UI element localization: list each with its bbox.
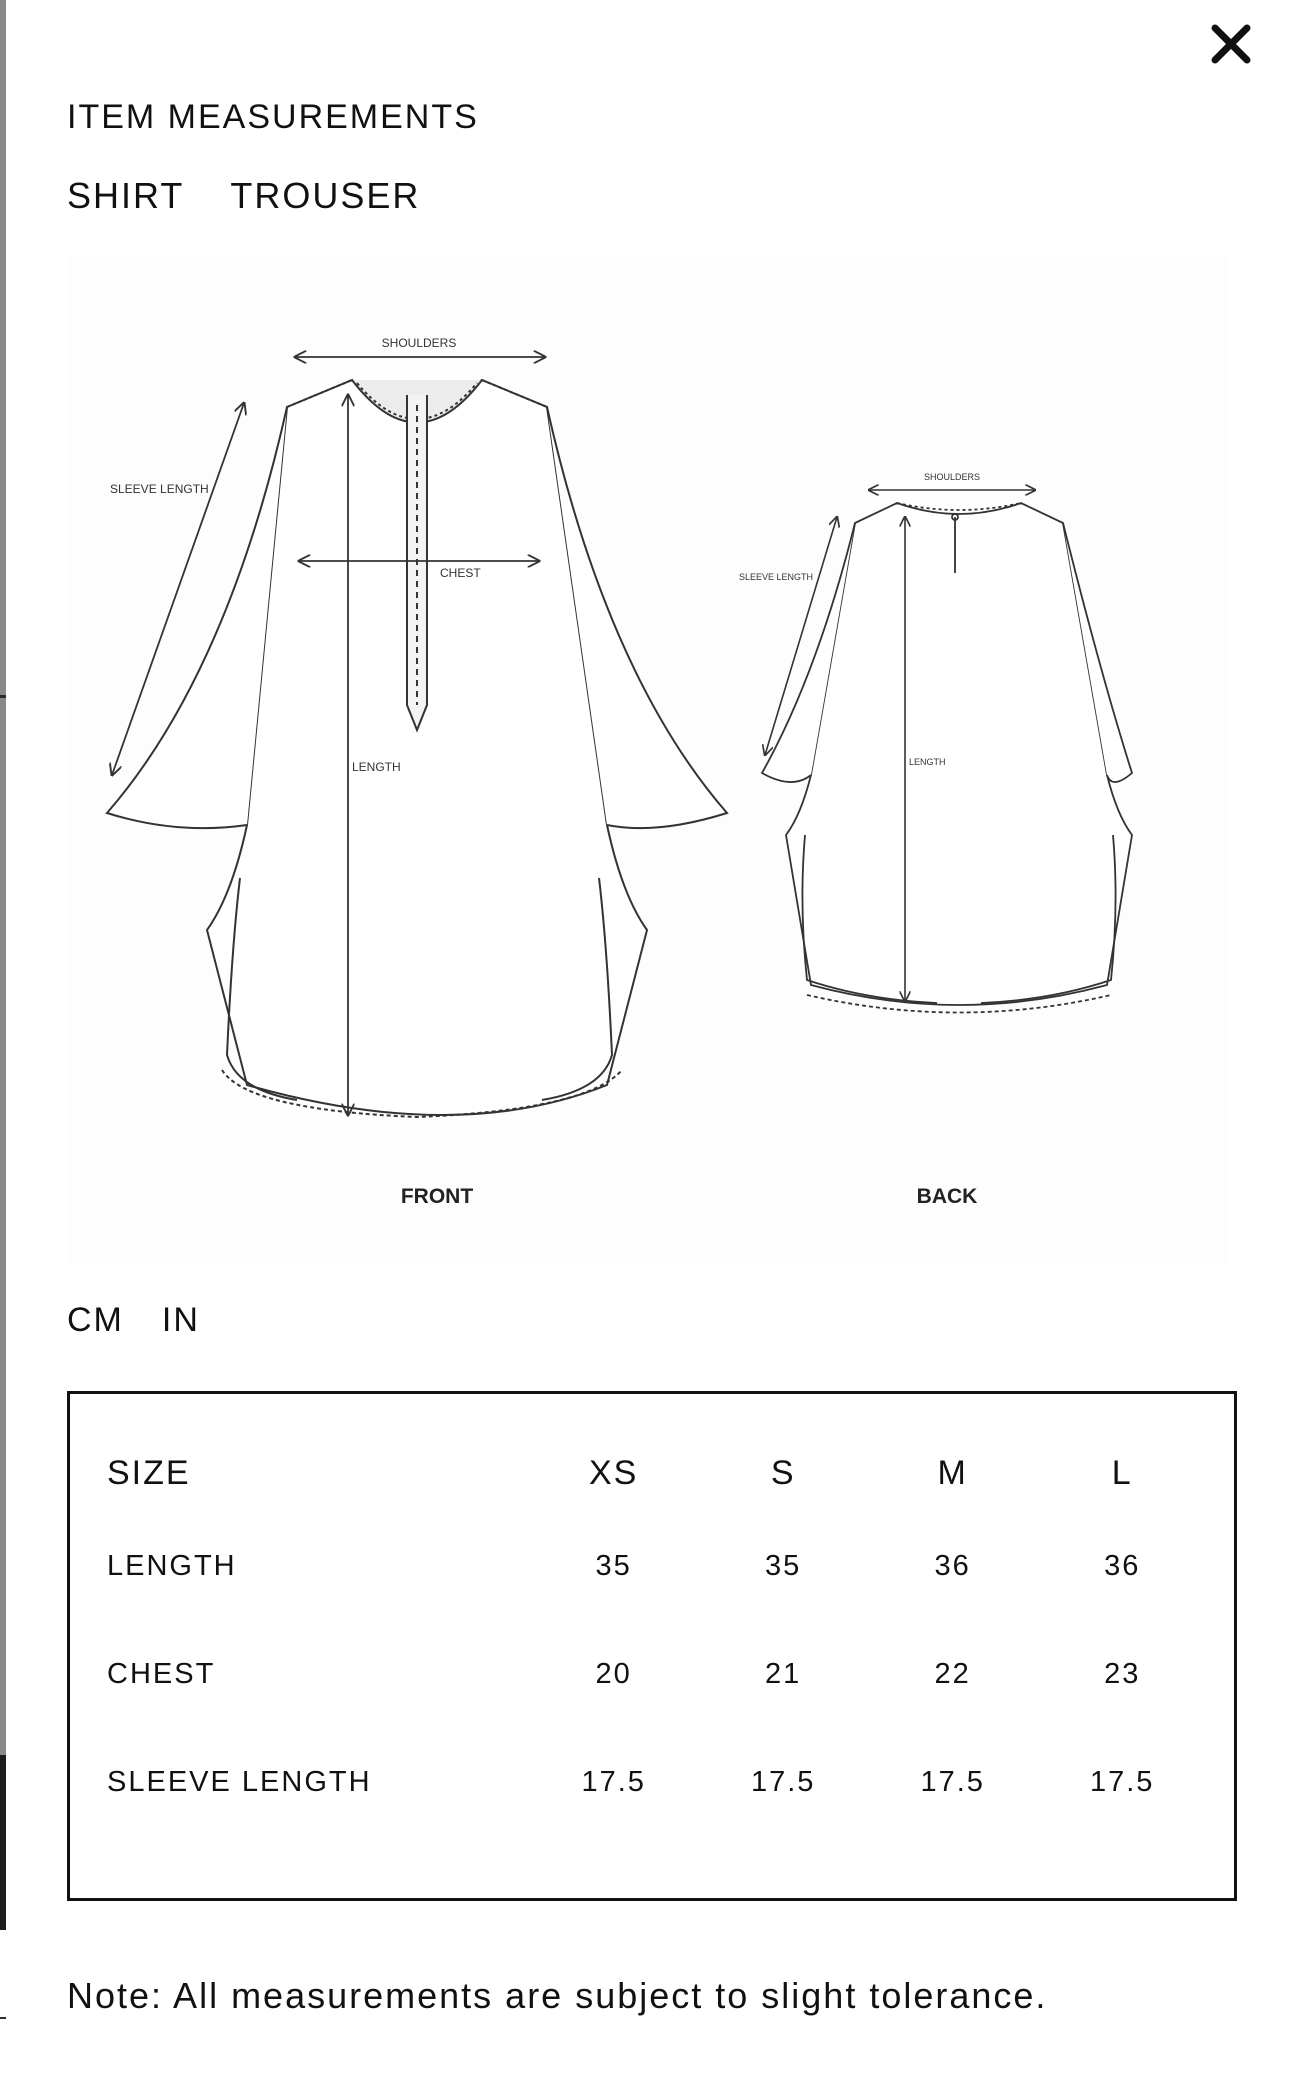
back-caption: BACK [916,1185,978,1208]
background-page-mark [0,2017,6,2019]
table-header-cell: M [937,1453,968,1492]
background-page-mark [0,695,6,698]
tab-shirt[interactable]: SHIRT [67,175,185,216]
table-header-cell: XS [589,1453,639,1492]
row-label: CHEST [107,1657,216,1690]
front-caption: FRONT [400,1185,474,1208]
unit-cm[interactable]: CM [67,1301,124,1339]
table-cell: 36 [934,1549,971,1582]
table-cell: 17.5 [581,1765,646,1798]
table-row [107,1620,1207,1728]
table-header-cell: S [770,1453,796,1492]
unit-in[interactable]: IN [161,1301,200,1339]
row-label: LENGTH [107,1549,237,1582]
size-table-container [67,1391,1237,1901]
table-cell: 35 [595,1549,632,1582]
table-cell: 21 [765,1657,802,1690]
page-title: ITEM MEASUREMENTS [67,98,479,136]
row-label: SLEEVE LENGTH [107,1765,372,1798]
table-row [107,1512,1207,1620]
table-cell: 35 [765,1549,802,1582]
close-button[interactable] [1205,18,1257,70]
front-shoulders-label: SHOULDERS [381,336,457,350]
garment-tabs [67,175,420,217]
table-cell: 17.5 [750,1765,816,1798]
table-header-cell: L [1111,1453,1133,1492]
back-sleeve-length-label: SLEEVE LENGTH [739,572,814,582]
table-cell: 20 [595,1657,632,1690]
background-page-edge [0,0,6,1930]
tab-trouser[interactable]: TROUSER [230,175,421,216]
table-cell: 17.5 [1089,1765,1155,1798]
background-page-mark [0,1755,6,1930]
table-header-cell: SIZE [107,1453,191,1492]
front-sleeve-length-label: SLEEVE LENGTH [110,482,209,496]
front-length-label: LENGTH [352,760,401,774]
table-cell: 36 [1104,1549,1141,1582]
size-table [107,1434,1207,1836]
close-icon [1210,23,1252,65]
table-cell: 17.5 [920,1765,985,1798]
back-shoulders-label: SHOULDERS [923,472,981,482]
back-length-label: LENGTH [909,757,946,767]
table-header-row [107,1434,1207,1512]
unit-toggle [67,1301,200,1340]
measurement-diagram [67,255,1227,1265]
tolerance-note: Note: All measurements are subject to slight tolerance. [67,1975,1048,2016]
table-row [107,1728,1207,1836]
table-cell: 23 [1104,1657,1141,1690]
table-cell: 22 [934,1657,971,1690]
front-chest-label: CHEST [440,566,481,580]
